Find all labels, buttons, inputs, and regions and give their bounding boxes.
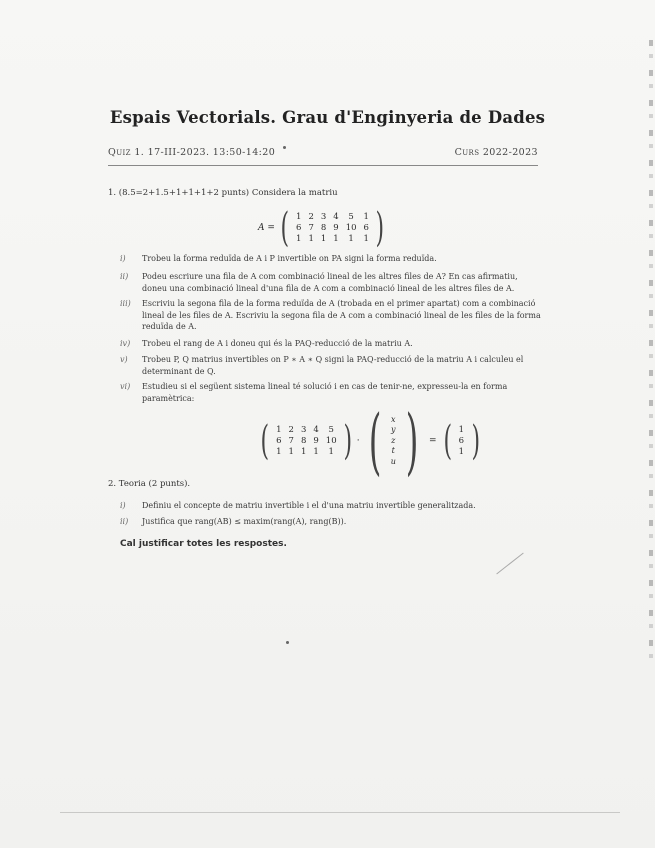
item-label: iii) [120,299,131,308]
matrix-a-cell: 1 [296,233,302,244]
system-matrix-cell: 4 [313,424,319,435]
matrix-a-label: A = [258,223,275,233]
left-paren: ( [368,399,381,483]
document-title: Espais Vectorials. Grau d'Enginyeria de Dades [109,108,546,127]
rhs-cell: 6 [458,435,465,446]
variable-row [389,436,398,447]
matrix-a-cell: 2 [308,211,314,222]
system-matrix-cell: 2 [288,424,294,435]
system-matrix-row [273,447,341,458]
matrix-a-row [293,223,373,234]
system-matrix-cell: 7 [288,435,294,446]
system-matrix-cell: 1 [276,424,282,435]
scan-bottom-line [60,812,620,813]
item-label: iv) [120,339,131,348]
matrix-a-cell: 5 [348,211,354,222]
variable-row [389,425,398,436]
matrix-a-cell: 8 [320,222,327,233]
item-text: Trobeu el rang de A i doneu qui és la PAQ-reducció de la matriu A. [142,339,413,348]
variable-row [389,415,398,426]
system-matrix-cell: 1 [328,446,334,457]
rhs-row [455,436,467,447]
right-paren: ) [375,205,385,251]
matrix-a [258,205,388,251]
scan-edge-shadow [649,40,653,660]
question-1-item [120,253,542,265]
system-matrix-cell: 1 [288,446,294,457]
right-paren: ) [343,418,353,464]
scan-speck [286,641,289,644]
variable-cell: u [390,456,396,466]
matrix-a-cell: 1 [363,211,369,222]
system-matrix-cell: 9 [313,435,319,446]
matrix-a-row [293,234,373,245]
matrix-a-cell: 1 [308,233,314,244]
course-info: Curs 2022-2023 [454,147,538,158]
matrix-a-cell: 6 [363,222,369,233]
equals-sign: = [428,436,437,446]
matrix-a-table [293,212,373,245]
system-matrix-cell: 6 [276,435,282,446]
system-matrix-cell: 1 [300,446,307,457]
left-paren: ( [260,418,270,464]
question-1-item [120,271,542,294]
question-2-intro: 2. Teoria (2 punts). [108,479,191,489]
matrix-a-cell: 6 [296,222,302,233]
linear-system [257,399,483,483]
system-matrix-row [273,425,341,436]
matrix-a-cell: 3 [320,211,327,222]
matrix-a-cell: 10 [345,222,357,233]
system-matrix-cell: 1 [276,446,282,457]
item-text: Trobeu P, Q matrius invertibles on P ∗ A ∗ Q signi la PAQ-reducció de la matriu A i calculeu el determinant de Q. [142,355,524,376]
variable-cell: t [391,446,395,456]
rhs-row [455,425,467,436]
instructions-note: Cal justificar totes les respostes. [120,539,287,549]
variables-vector [389,415,398,468]
rhs-vector [455,425,467,458]
question-2-item [120,500,542,512]
matrix-a-cell: 7 [308,222,314,233]
variable-cell: x [391,414,396,424]
item-text: Podeu escriure una fila de A com combinació lineal de les altres files de A? En cas afirmatiu, doneu una combinació lineal d'una fila de A com a combinació lineal de les altres files de A. [142,272,518,293]
matrix-a-cell: 1 [320,233,327,244]
system-matrix-cell: 1 [313,446,319,457]
question-1-item [120,381,542,404]
rhs-cell: 1 [458,424,465,435]
question-2-item [120,516,542,528]
item-text: Trobeu la forma reduïda de A i P invertible on PA signi la forma reduïda. [142,254,437,263]
variable-row [389,457,398,468]
item-label: v) [120,355,128,364]
item-label: i) [120,501,126,510]
variable-row [389,446,398,457]
scan-speck [283,146,286,149]
item-text: Justifica que rang(AB) ≤ maxim(rang(A), rang(B)). [142,517,347,526]
system-matrix-row [273,436,341,447]
system-matrix-cell: 5 [328,424,334,435]
right-paren: ) [405,399,419,483]
rhs-row [455,447,467,458]
matrix-a-cell: 1 [296,211,302,222]
item-text: Escriviu la segona fila de la forma reduïda de A (trobada en el primer apartat) com a combinació lineal de les files de A. Escriviu la segona fila de A com a combinació lineal de les files de la forma reduïda de A. [142,299,541,331]
left-paren: ( [443,418,452,464]
matrix-a-cell: 4 [333,211,339,222]
rhs-cell: 1 [458,446,465,457]
matrix-a-cell: 1 [348,233,354,244]
question-1-intro: 1. (8.5=2+1.5+1+1+1+2 punts) Considera la matriu [108,188,338,198]
item-text: Definiu el concepte de matriu invertible i el d'una matriu invertible generalitzada. [142,501,476,510]
matrix-a-cell: 1 [363,233,369,244]
system-matrix-cell: 8 [300,435,307,446]
item-text: Estudieu si el següent sistema lineal té solució i en cas de tenir-ne, expresseu-la en forma paramètrica: [142,382,508,403]
matrix-a-row [293,212,373,223]
system-matrix-table [273,425,341,458]
item-label: ii) [120,272,129,281]
exam-header [108,147,538,166]
right-paren: ) [471,418,480,464]
question-1-item [120,338,542,350]
matrix-a-cell: 1 [333,233,339,244]
system-matrix-cell: 3 [300,424,307,435]
question-1-item [120,354,542,377]
matrix-a-cell: 9 [333,222,339,233]
item-label: vi) [120,382,131,391]
dot-operator: · [356,436,360,446]
quiz-info: Quiz 1. 17-III-2023. 13:50-14:20 [108,147,276,158]
variable-cell: y [391,425,396,435]
item-label: ii) [120,517,129,526]
question-1-item [120,298,542,333]
left-paren: ( [280,205,290,251]
item-label: i) [120,254,126,263]
variable-cell: z [391,435,396,445]
system-matrix-cell: 10 [325,435,337,446]
